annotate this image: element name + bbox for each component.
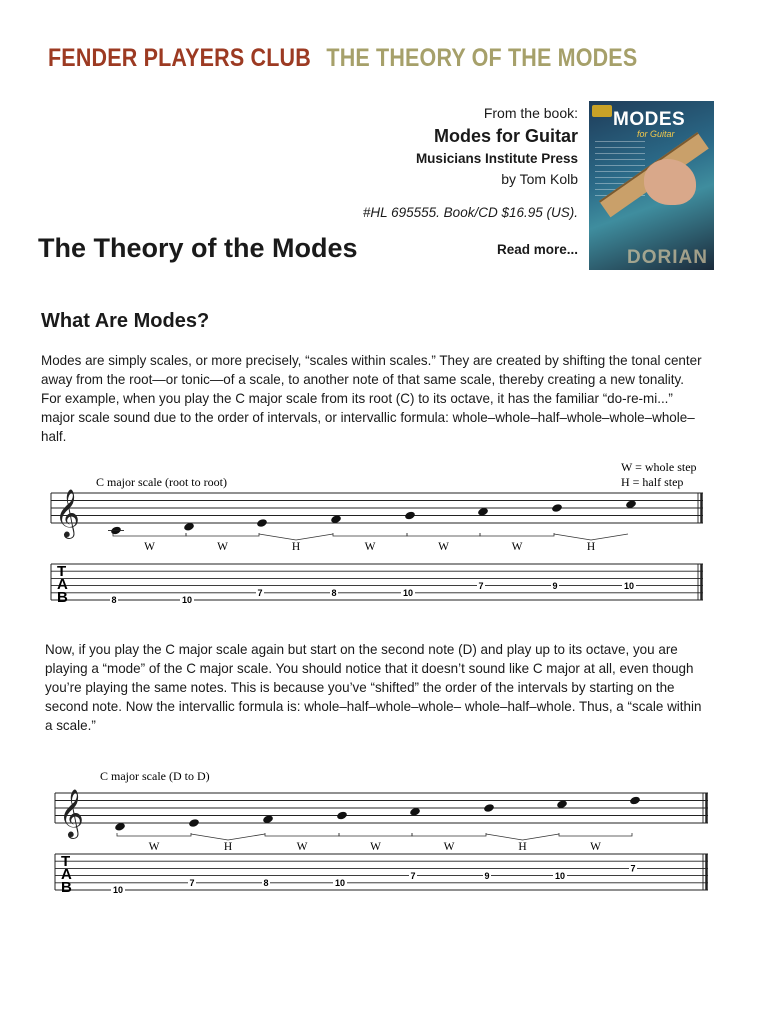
cover-subtitle: for Guitar xyxy=(637,129,675,139)
legend-half: H = half step xyxy=(621,475,684,489)
interval-label: W xyxy=(511,541,523,553)
note-head xyxy=(551,503,563,513)
tab-fret-number: 7 xyxy=(189,878,195,888)
page-title: The Theory of the Modes xyxy=(38,233,358,263)
whole-step-bracket xyxy=(265,833,339,836)
cover-badge xyxy=(592,105,612,117)
book-title: Modes for Guitar xyxy=(433,126,578,146)
tab-fret-number: 9 xyxy=(552,580,558,591)
half-step-bracket xyxy=(259,534,333,540)
interval-label: H xyxy=(291,541,301,553)
example-caption: C major scale (D to D) xyxy=(100,769,210,783)
example-caption: C major scale (root to root) xyxy=(96,475,227,489)
whole-step-bracket xyxy=(480,533,554,536)
interval-label: H xyxy=(223,841,233,853)
tab-fret-number: 10 xyxy=(554,870,566,881)
from-label: From the book: xyxy=(483,105,578,121)
paragraph-intro: Modes are simply scales, or more precisely, “scales within scales.” They are created by shifting the tonal center away from the root—or tonic—of a scale, to another note of that same scale, thereby creating a new tonality. For example, when you play the C major scale from its root (C) to its octave, it has the familiar “do-re-mi...” major scale sound due to the order of intervals, or intervallic formula: whole–whole–half–whole–whole–whole–half. xyxy=(41,352,702,444)
whole-step-bracket xyxy=(113,533,186,536)
legend-whole: W = whole step xyxy=(621,460,697,474)
treble-clef-icon: 𝄞 xyxy=(55,491,80,537)
whole-step-bracket xyxy=(559,833,632,836)
whole-step-bracket xyxy=(117,833,191,836)
interval-label: W xyxy=(144,541,155,553)
book-info xyxy=(278,103,578,257)
tab-clef-letter: T xyxy=(57,563,67,580)
tab-fret-number: 7 xyxy=(630,863,636,874)
cover-word: DORIAN xyxy=(627,247,708,268)
tab-clef-letter: B xyxy=(57,589,68,606)
masthead xyxy=(48,44,637,73)
read-more-link[interactable]: Read more... xyxy=(496,242,578,257)
note-head xyxy=(629,796,641,806)
tab-fret-number: 8 xyxy=(263,878,269,888)
note-head xyxy=(404,511,416,521)
tab-fret-number: 10 xyxy=(334,878,346,888)
interval-label: W xyxy=(590,841,601,853)
half-step-bracket xyxy=(191,834,265,840)
cover-title: MODES xyxy=(613,109,686,130)
book-price: #HL 695555. Book/CD $16.95 (US). xyxy=(362,205,578,220)
interval-label: W xyxy=(296,841,308,853)
tab-fret-number: 7 xyxy=(478,580,484,591)
note-head xyxy=(256,518,268,528)
whole-step-bracket xyxy=(339,833,412,836)
hand-graphic xyxy=(644,159,696,205)
whole-step-bracket xyxy=(407,533,480,536)
notation-example-1 xyxy=(0,455,768,615)
tab-fret-number: 10 xyxy=(112,885,124,896)
tab-fret-number: 10 xyxy=(181,595,193,606)
whole-step-bracket xyxy=(186,533,259,536)
half-step-bracket xyxy=(554,534,628,540)
notation-example-2 xyxy=(0,763,768,908)
interval-label: W xyxy=(364,541,376,553)
book-author: by Tom Kolb xyxy=(501,171,578,187)
interval-label: W xyxy=(443,841,455,853)
interval-label: H xyxy=(586,541,596,553)
whole-step-bracket xyxy=(412,833,486,836)
tab-clef-letter: T xyxy=(61,853,71,870)
tab-fret-number: 8 xyxy=(111,595,117,606)
club-name: FENDER PLAYERS CLUB xyxy=(48,44,311,72)
interval-label: W xyxy=(370,841,381,853)
half-step-bracket xyxy=(486,834,559,840)
interval-label: W xyxy=(438,541,449,553)
note-head xyxy=(336,811,348,821)
series-title: THE THEORY OF THE MODES xyxy=(326,44,638,72)
interval-label: W xyxy=(148,841,160,853)
tab-clef-letter: A xyxy=(57,576,68,593)
note-head xyxy=(188,818,200,828)
tab-clef-letter: A xyxy=(61,866,72,883)
tab-fret-number: 10 xyxy=(623,580,635,591)
tab-fret-number: 9 xyxy=(484,870,490,881)
tab-fret-number: 10 xyxy=(402,588,414,598)
book-publisher: Musicians Institute Press xyxy=(415,151,578,166)
tab-fret-number: 7 xyxy=(257,588,263,598)
section-heading: What Are Modes? xyxy=(41,310,210,332)
book-cover-image[interactable] xyxy=(589,101,714,270)
interval-label: H xyxy=(518,841,527,853)
note-head xyxy=(483,803,495,813)
tab-clef-letter: B xyxy=(61,879,72,896)
interval-label: W xyxy=(217,541,228,553)
paragraph-mode: Now, if you play the C major scale again but start on the second note (D) and play up to its octave, you are playing a “mode” of the C major scale. You should notice that it doesn’t sound like C major at all, even though you’re playing the same notes. This is because you’ve “shifted” the order of the intervals by starting on the second note. Now the intervallic formula is: whole–half–whole–whole– whole–half–whole. Thus, a “scale within a scale.” xyxy=(45,641,702,733)
tab-fret-number: 8 xyxy=(331,588,337,598)
tab-fret-number: 7 xyxy=(410,870,416,881)
whole-step-bracket xyxy=(333,533,407,536)
treble-clef-icon: 𝄞 xyxy=(59,791,84,837)
